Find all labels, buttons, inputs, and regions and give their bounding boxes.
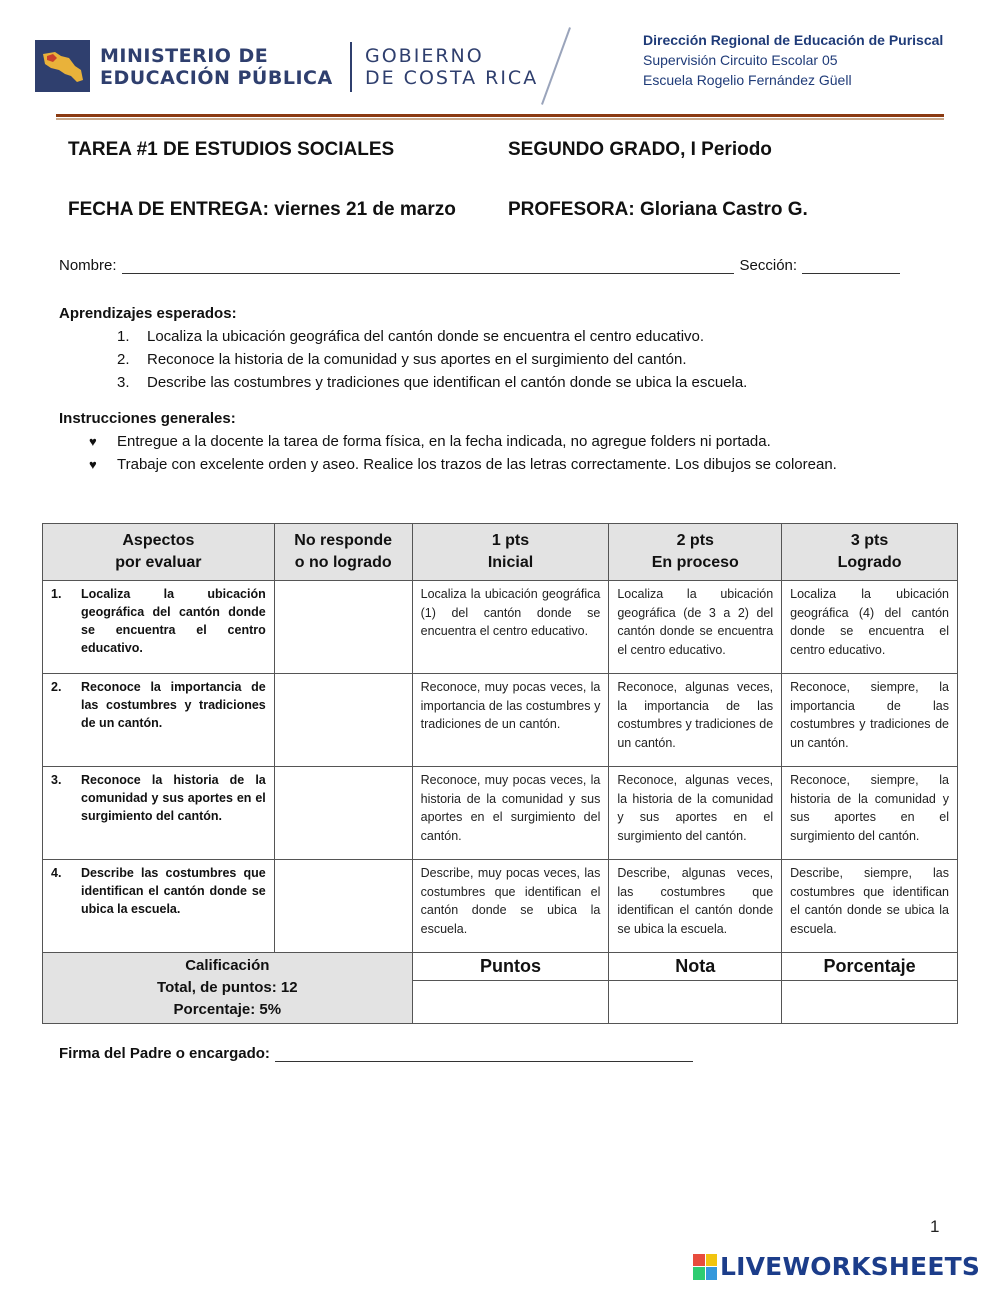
costa-rica-map-icon <box>35 40 90 92</box>
percent-header: Porcentaje <box>782 953 958 981</box>
points-header: Puntos <box>412 953 609 981</box>
heart-bullet-icon: ♥ <box>89 434 97 449</box>
student-info-row <box>59 257 924 274</box>
grade-header: Nota <box>609 953 782 981</box>
page-number: 1 <box>930 1217 940 1236</box>
heart-bullet-icon: ♥ <box>89 457 97 472</box>
government-name: GOBIERNO DE COSTA RICA <box>365 45 539 89</box>
list-item: ♥ Entregue a la docente la tarea de forma física, en la fecha indicada, no agregue folders ni portada. <box>89 430 943 453</box>
level-1-cell: Reconoce, muy pocas veces, la importancia de las costumbres y tradiciones de un cantón. <box>412 674 609 767</box>
level-3-cell: Reconoce, siempre, la historia de la comunidad y sus aportes en el surgimiento del cantón. <box>782 767 958 860</box>
rubric-header-row <box>43 524 958 581</box>
header-rule <box>56 114 944 117</box>
section-label: Sección: <box>739 257 798 274</box>
table-row <box>43 581 958 674</box>
level-2-cell: Describe, algunas veces, las costumbres que identifican el cantón donde se ubica la escuela. <box>609 860 782 953</box>
list-item: 1. Localiza la ubicación geográfica del cantón donde se encuentra el centro educativo. <box>117 328 705 345</box>
aspect-cell: 2. Reconoce la importancia de las costumbres y tradiciones de un cantón. <box>51 680 266 730</box>
instructions-heading: Instrucciones generales: <box>59 410 236 427</box>
no-response-cell[interactable] <box>274 581 412 674</box>
table-row <box>43 674 958 767</box>
no-response-cell[interactable] <box>274 860 412 953</box>
header-3pts: 3 pts Logrado <box>782 524 958 581</box>
list-item: 2. Reconoce la historia de la comunidad y sus aportes en el surgimiento del cantón. <box>117 351 687 368</box>
learning-heading: Aprendizajes esperados: <box>59 305 237 322</box>
rubric-table <box>42 523 958 1024</box>
level-1-cell: Localiza la ubicación geográfica (1) del cantón donde se encuentra el centro educativo. <box>412 581 609 674</box>
header-no-response: No responde o no logrado <box>274 524 412 581</box>
due-date: FECHA DE ENTREGA: viernes 21 de marzo <box>68 199 456 220</box>
liveworksheets-icon <box>693 1254 717 1280</box>
name-label: Nombre: <box>59 257 117 274</box>
logo-slash <box>541 27 571 105</box>
header-2pts: 2 pts En proceso <box>609 524 782 581</box>
ministry-logo <box>35 40 595 100</box>
list-item: ♥ Trabaje con excelente orden y aseo. Realice los trazos de las letras correctamente. Los dibujos se colorean. <box>89 453 943 476</box>
table-row <box>43 860 958 953</box>
level-2-cell: Reconoce, algunas veces, la historia de la comunidad y sus aportes en el surgimiento del cantón. <box>609 767 782 860</box>
level-2-cell: Localiza la ubicación geográfica (de 3 a 2) del cantón donde se encuentra el centro educativo. <box>609 581 782 674</box>
list-item: 3. Describe las costumbres y tradiciones que identifican el cantón donde se ubica la escuela. <box>117 374 748 391</box>
supervision-line: Supervisión Circuito Escolar 05 <box>643 52 838 68</box>
header-1pts: 1 pts Inicial <box>412 524 609 581</box>
aspect-cell: 4. Describe las costumbres que identifican el cantón donde se ubica la escuela. <box>51 866 266 916</box>
header-rule-secondary <box>56 118 944 120</box>
liveworksheets-logo <box>693 1252 980 1281</box>
aspect-cell: 1. Localiza la ubicación geográfica del cantón donde se encuentra el centro educativo. <box>51 587 266 655</box>
level-3-cell: Localiza la ubicación geográfica (4) del cantón donde se encuentra el centro educativo. <box>782 581 958 674</box>
section-field[interactable] <box>802 258 900 274</box>
regional-info <box>643 30 943 90</box>
no-response-cell[interactable] <box>274 674 412 767</box>
percent-value-cell[interactable] <box>782 981 958 1024</box>
level-2-cell: Reconoce, algunas veces, la importancia de las costumbres y tradiciones de un cantón. <box>609 674 782 767</box>
ministry-name: MINISTERIO DE EDUCACIÓN PÚBLICA <box>100 45 333 89</box>
logo-divider <box>350 42 352 92</box>
level-3-cell: Describe, siempre, las costumbres que identifican el cantón donde se ubica la escuela. <box>782 860 958 953</box>
no-response-cell[interactable] <box>274 767 412 860</box>
regional-title: Dirección Regional de Educación de Puriscal <box>643 32 944 48</box>
grade-summary: Calificación Total, de puntos: 12 Porcentaje: 5% <box>43 953 413 1024</box>
points-value-cell[interactable] <box>412 981 609 1024</box>
school-line: Escuela Rogelio Fernández Güell <box>643 72 852 88</box>
level-3-cell: Reconoce, siempre, la importancia de las costumbres y tradiciones de un cantón. <box>782 674 958 767</box>
signature-label: Firma del Padre o encargado: <box>59 1045 270 1062</box>
teacher-name: PROFESORA: Gloriana Castro G. <box>508 199 808 220</box>
grade-title: SEGUNDO GRADO, I Periodo <box>508 139 772 160</box>
learning-outcomes <box>59 302 747 394</box>
rubric-footer-row <box>43 953 958 981</box>
liveworksheets-text: LIVEWORKSHEETS <box>720 1252 981 1281</box>
name-field[interactable] <box>122 258 734 274</box>
header-aspects: Aspectos por evaluar <box>43 524 275 581</box>
task-title: TAREA #1 DE ESTUDIOS SOCIALES <box>68 139 395 160</box>
level-1-cell: Describe, muy pocas veces, las costumbres que identifican el cantón donde se ubica la escuela. <box>412 860 609 953</box>
general-instructions <box>59 407 943 476</box>
aspect-cell: 3. Reconoce la historia de la comunidad y sus aportes en el surgimiento del cantón. <box>51 773 266 823</box>
level-1-cell: Reconoce, muy pocas veces, la historia de la comunidad y sus aportes en el surgimiento del cantón. <box>412 767 609 860</box>
table-row <box>43 767 958 860</box>
signature-field[interactable] <box>275 1046 693 1062</box>
grade-value-cell[interactable] <box>609 981 782 1024</box>
signature-row <box>59 1045 693 1062</box>
